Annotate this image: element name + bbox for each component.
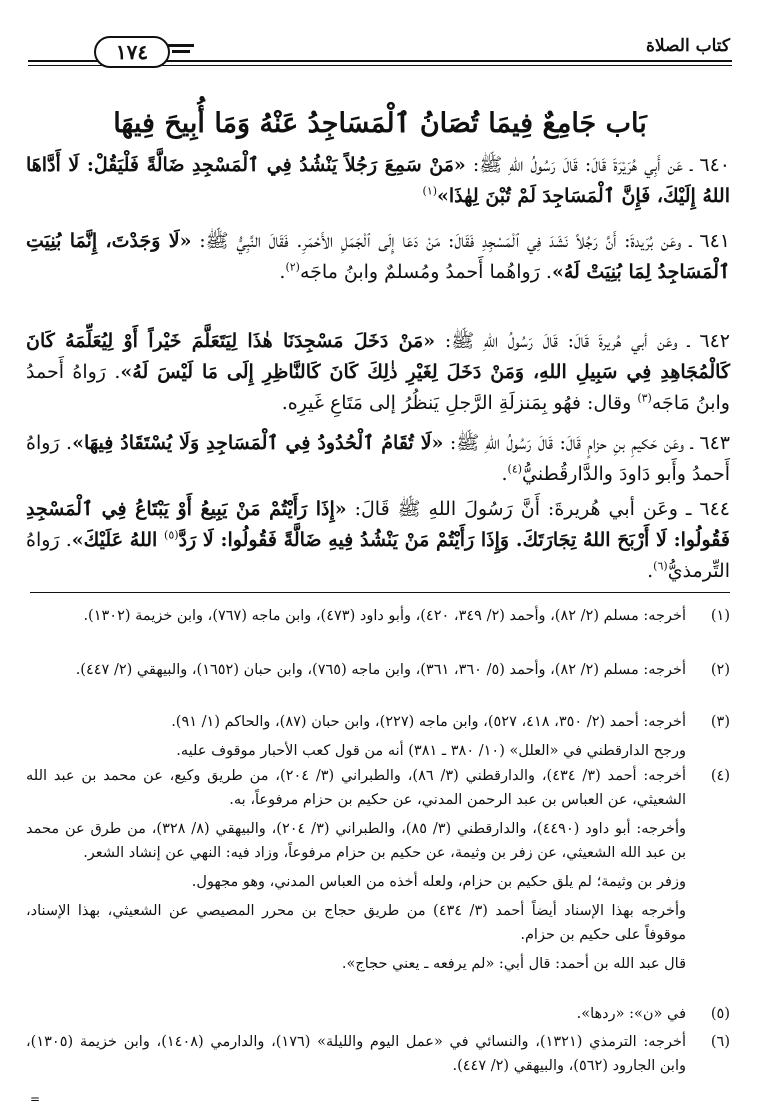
hadith-intro: ـ وعَن أبي هُريرةَ قَالَ: قَالَ رَسُولُ اللهِ ﷺ: [435,330,690,352]
footnote-ref: (٦) [653,559,668,573]
hadith-tail: . رَواهُ التِّرمذيُّ [26,529,730,582]
hadith-tail: . رَواهُ أَحمدُ وابنُ مَاجَه [26,361,730,414]
footnote-ref: (٢) [285,260,300,274]
footnote-text: أخرجه: مسلم (٢/ ٨٢)، وأحمد (٥/ ٣٦٠، ٣٦١)، وابن ماجه (٧٦٥)، وابن حبان (١٦٥٢)، والبيهقي (٢/ ٤٤٧). [75,662,686,678]
footnote-number: (٤) [710,768,730,784]
book-title: كتاب الصلاة [645,36,730,56]
footnote-text: أخرجه: الترمذي (١٣٢١)، والنسائي في «عمل اليوم والليلة» (١٧٦)، والدارمي (١٤٠٨)، وابن خزيمة (١٣٠٥)، وابن الجارود (٥٦٢)، والبيهقي (٢/ ٤٤٧). [26,1034,686,1074]
hadith-paragraph: ٦٤٣ ـ وعَن حَكيمِ بنِ حزامٍ قَالَ: قَالَ رَسُولُ اللهِ ﷺ: «لَا تُقَامُ ٱلْحُدُودُ فِي ٱلْمَسَاجِدِ وَلَا يُسْتَقَادُ فِيهَا». رَواهُ أَحمدُ وأَبو دَاودَ والدَّارقُطنيُّ$^{(٤)}$. [26,432,730,485]
hadith-number: ٦٤٣ [699,432,730,454]
footnote-text: أخرجه: أحمد (٢/ ٣٥٠، ٤١٨، ٥٢٧)، وابن ماجه (٢٢٧)، وابن حبان (٨٧)، والحاكم (١/ ٩١). [171,714,686,730]
footnote-ref: (٤) [507,462,523,476]
footnote-ref: (٥) [164,528,179,542]
footnote-number: (١) [710,608,730,624]
hadith-paragraph: ٦٤٤ ـ وعَن أبي هُريرةَ: أَنَّ رَسُولَ اللهِ ﷺ قَالَ: «إِذَا رَأَيْتُمْ مَنْ يَبِيعُ أَوْ يَبْتَاعُ فِي ٱلْمَسْجِدِ فَقُولُوا: لَا أَرْبَحَ اللهُ تِجَارَتَكَ. وَإِذَا رَأَيْتُمْ مَنْ يَنْشُدُ فِيهِ ضَالَّةً فَقُولُوا: لَا رَدَّ$^{(٥)}$ اللهُ عَلَيْكَ». رَواهُ التِّرمذيُّ$^{(٦)}$. [26,498,730,582]
hadith-quote: «لَا وَجَدْتَ، إِنَّمَا بُنِيَتِ ٱلْمَسَاجِدُ لِمَا بُنِيَتْ لَهُ» [26,230,730,283]
hadith-tail: . رَواهُما أَحمدُ ومُسلمٌ وابنُ ماجَه [299,261,552,283]
hadith-intro: ـ وعَن حَكيمِ بنِ حزامٍ قَالَ: قَالَ رَسُولُ اللهِ ﷺ: [443,432,693,454]
hadith-tail: . رَواهُ أَحمدُ وأَبو دَاودَ والدَّارقُطنيُّ [26,432,730,485]
chapter-title: بَاب جَامِعٌ فِيمَا تُصَانُ ٱلْمَسَاجِدُ عَنْهُ وَمَا أُبِيحَ فِيهَا [113,108,647,139]
footnote-text: أخرجه: أحمد (٣/ ٤٣٤)، والدارقطني (٣/ ٨٦)، والطبراني (٣/ ٢٠٤)، من طريق وكيع، عن محمد بن عبد الله الشعيثي، عن العباس بن عبد الرحمن المدني، عن حكيم بن حزام مرفوعاً، به. [26,768,687,808]
footnote-text: وزفر بن وثيمة؛ لم يلق حكيم بن حزام، ولعله أخذه من العباس المدني، وهو مجهول. [191,874,686,890]
footnote [26,1002,730,1031]
continuation-mark: = [30,1092,41,1106]
hadith-intro: ـ عَن أَبِي هُرَيْرَةَ قَالَ: قَالَ رَسُولُ اللهِ ﷺ: [465,154,693,176]
footnote-number: (٦) [710,1034,730,1050]
hadith-paragraph [26,326,730,419]
hadith-paragraph [26,150,730,212]
hadith-number: ٦٤١ [699,230,730,252]
footnote-text: أخرجه: مسلم (٢/ ٨٢)، وأحمد (٢/ ٣٤٩، ٤٢٠)، وأبو داود (٤٧٣)، وابن ماجه (٧٦٧)، وابن خزيمة (١٣٠٢). [83,608,686,624]
footnote-ref: (١) [422,184,438,198]
hadith-number: ٦٤٢ [699,330,730,352]
hadith-number: ٦٤٤ [699,498,730,520]
header-ornament-bar [168,44,194,47]
hadith-quote: «إِذَا رَأَيْتُمْ مَنْ يَبِيعُ أَوْ يَبْتَاعُ فِي ٱلْمَسْجِدِ فَقُولُوا: لَا أَرْبَحَ اللهُ تِجَارَتَكَ. وَإِذَا رَأَيْتُمْ مَنْ يَنْشُدُ فِيهِ ضَالَّةً فَقُولُوا: لَا رَدَّ [26,498,730,551]
footnote-text: في «ن»: «ردها». [576,1006,686,1022]
page-number-badge [94,36,170,68]
hadith-quote: «مَنْ سَمِعَ رَجُلاً يَنْشُدُ فِي ٱلْمَسْجِدِ ضَالَّةً فَلْيَقُلْ: لَا أَدَّاهَا اللهُ إِلَيْكَ، فَإِنَّ ٱلْمَسَاجِدَ لَمْ تُبْنَ لِهٰذَا» [26,154,730,207]
footnote [26,710,730,768]
footnote-text: ورجح الدارقطني في «العلل» (١٠/ ٣٨٠ ـ ٣٨١) أنه من قول كعب الأحبار موقوف عليه. [176,743,686,759]
footnote [26,764,730,981]
footnote-text: وأخرجه: أبو داود (٤٤٩٠)، والدارقطني (٣/ ٨٥)، والطبراني (٣/ ٢٠٤)، والبيهقي (٨/ ٣٢٨)، من طرق عن محمد بن عبد الله الشعيثي، عن زفر بن وثيمة، عن حكيم بن حزام مرفوعاً، وزاد فيه: النهي عن إنشاد الشعر. [26,821,687,861]
hadith-paragraph: ٦٤١ ـ وعَن بُرَيدةَ: أَنَّ رَجُلاً نَشَدَ فِي ٱلْمَسْجِدِ فَقَالَ: مَنْ دَعَا إِلَى ٱلْجَمَلِ الأَحْمَرِ. فَقَالَ النَّبِيُّ ﷺ: «لَا وَجَدْتَ، إِنَّمَا بُنِيَتِ ٱلْمَسَاجِدُ لِمَا بُنِيَتْ لَهُ». رَواهُما أَحمدُ ومُسلمٌ وابنُ ماجَه$^{(٢)}$. [26,230,730,283]
hadith-intro: ـ وعَن أبي هُريرةَ: أَنَّ رَسُولَ اللهِ ﷺ قَالَ: [346,498,692,520]
footnote [26,658,730,687]
header-ornament-bar [172,50,190,53]
running-header [0,30,760,76]
footnote-text: قال عبد الله بن أحمد: قال أبي: «لم يرفعه ـ يعني حجاج». [341,956,686,972]
hadith-tail-extra: وقال: فهُو بِمَنزلَةِ الرَّجلِ يَنظُرُ إلى مَتَاعِ غَيرِه. [281,392,638,414]
footnote-number: (٣) [710,714,730,730]
hadith-quote: «مَنْ دَخَلَ مَسْجِدَنَا هٰذَا لِيَتَعَلَّمَ خَيْراً أَوْ لِيُعَلِّمَهُ كَانَ كَالْمُجَاهِدِ فِي سَبِيلِ اللهِ، وَمَنْ دَخَلَ لِغَيْرِ ذٰلِكَ كَانَ كَالنَّاظِرِ إِلَى مَا لَيْسَ لَهُ» [26,330,731,383]
footnote-ref: (٣) [637,391,652,405]
footnote-number: (٥) [710,1006,730,1022]
hadith-intro: ـ وعَن بُرَيدةَ: أَنَّ رَجُلاً نَشَدَ فِي ٱلْمَسْجِدِ فَقَالَ: مَنْ دَعَا إِلَى ٱلْجَمَلِ الأَحْمَرِ. فَقَالَ النَّبِيُّ ﷺ: [191,230,692,252]
hadith-number: ٦٤٠ [699,154,731,176]
footnote-number: (٢) [710,662,730,678]
footnote [26,1030,730,1083]
footnotes-separator [30,592,730,593]
hadith-quote-end: اللهُ عَلَيْكَ» [71,529,165,551]
footnote-text: وأخرجه بهذا الإسناد أيضاً أحمد (٣/ ٤٣٤) من طريق حجاج بن محرر المصيصي عن الشعيثي، بهذا الإسناد، موقوفاً على حكيم بن حزام. [26,903,686,943]
page-number: ١٧٤ [115,40,149,64]
footnote [26,604,730,633]
hadith-quote: «لَا تُقَامُ ٱلْحُدُودُ فِي ٱلْمَسَاجِدِ وَلَا يُسْتَقَادُ فِيهَا» [72,432,444,454]
